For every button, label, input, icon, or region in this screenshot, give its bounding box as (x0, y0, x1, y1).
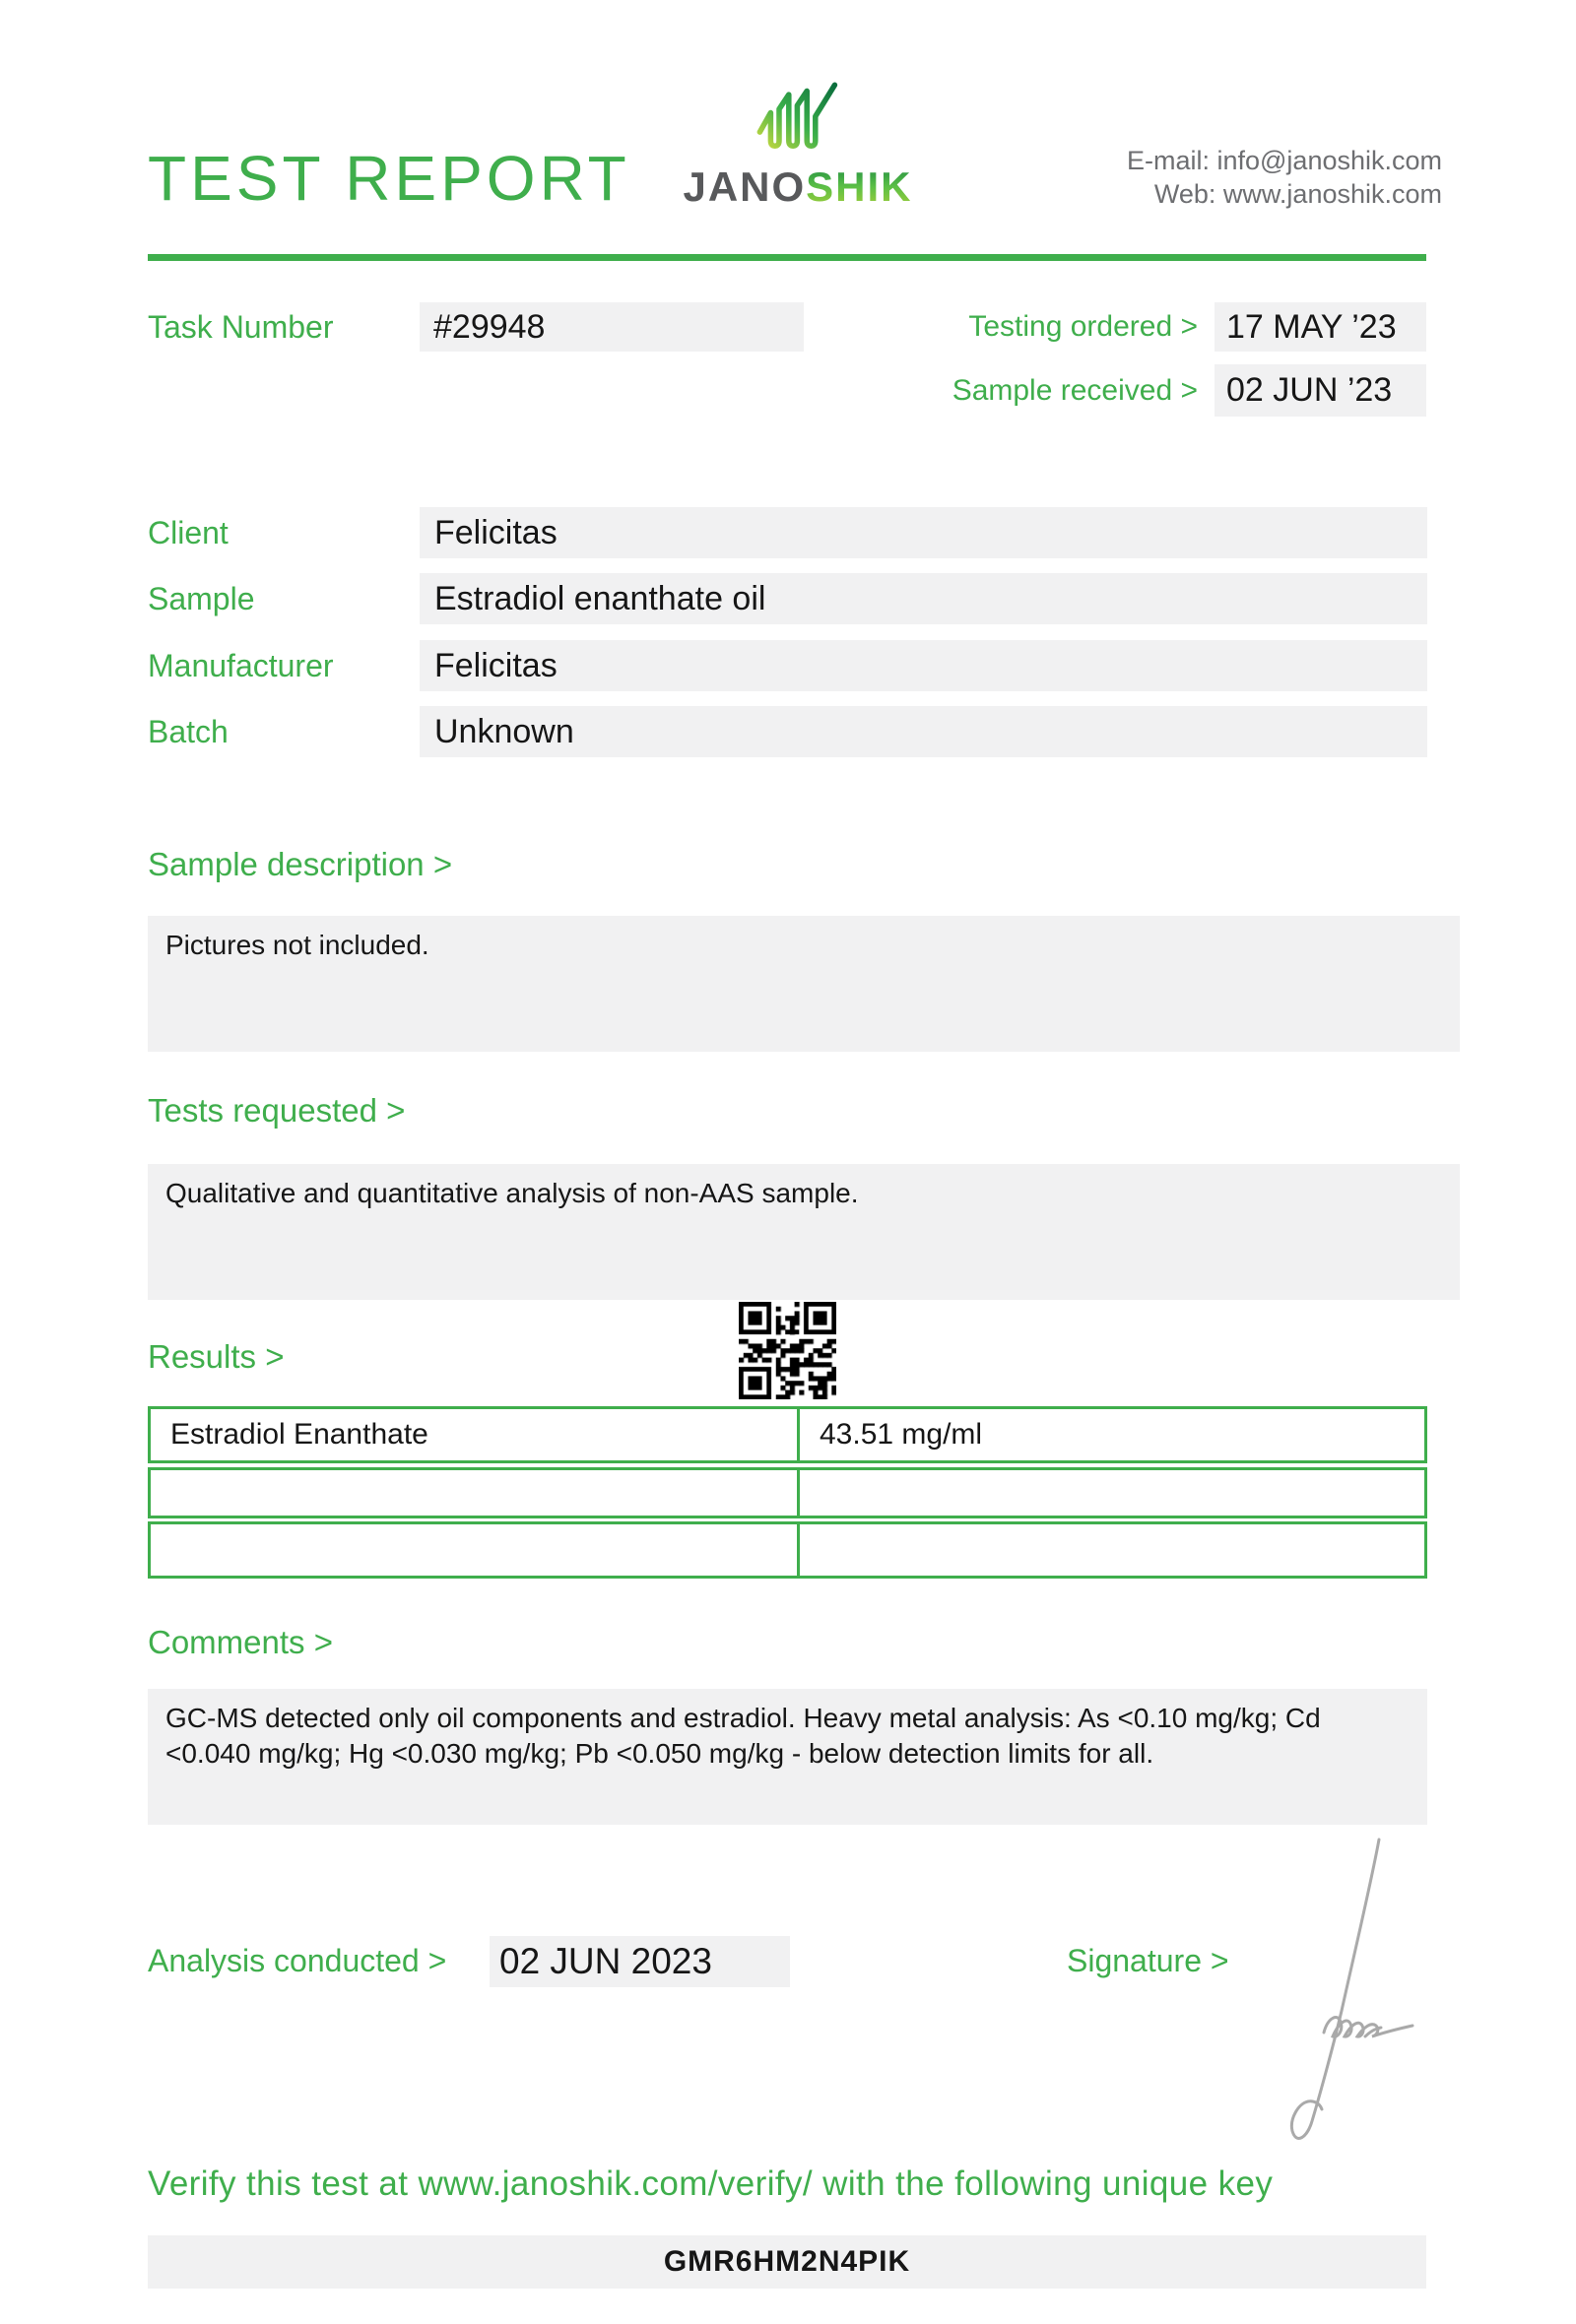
contact-email-line (1127, 144, 1442, 177)
results-table-row (148, 1521, 1427, 1579)
logo-wordmark (678, 163, 918, 210)
result-value-cell (800, 1470, 1424, 1516)
batch-value: Unknown (420, 706, 1427, 757)
signature-label: Signature > (1067, 1943, 1229, 1978)
sample-value: Estradiol enanthate oil (420, 573, 1427, 624)
result-substance-cell: Estradiol Enanthate (151, 1409, 800, 1460)
batch-label: Batch (148, 714, 229, 749)
results-table-row (148, 1467, 1427, 1518)
result-substance-cell (151, 1470, 800, 1516)
sample-received-label: Sample received > (952, 374, 1198, 407)
client-label: Client (148, 515, 229, 550)
sample-received-value: 02 JUN ’23 (1215, 364, 1426, 417)
email-label: E-mail: (1126, 146, 1210, 175)
client-value: Felicitas (420, 507, 1427, 558)
sample-description-text: Pictures not included. (165, 930, 429, 960)
page-title: TEST REPORT (148, 143, 630, 214)
analysis-conducted-value: 02 JUN 2023 (490, 1936, 790, 1987)
web-label: Web: (1153, 179, 1216, 209)
comments-box (148, 1689, 1427, 1825)
logo (678, 79, 918, 208)
contact-web-line (1127, 177, 1442, 211)
result-substance-cell (151, 1524, 800, 1576)
manufacturer-value: Felicitas (420, 640, 1427, 691)
tests-requested-box (148, 1164, 1460, 1300)
verify-key: GMR6HM2N4PIK (148, 2235, 1426, 2289)
result-value-cell (800, 1524, 1424, 1576)
growth-chart-icon (753, 79, 843, 158)
sample-description-box (148, 916, 1460, 1052)
task-number-value: #29948 (420, 302, 804, 352)
contact-info (1127, 144, 1442, 211)
logo-text-gray: JANO (683, 163, 807, 210)
tests-requested-heading: Tests requested > (148, 1092, 406, 1129)
logo-text-green: SHIK (806, 163, 913, 210)
results-table-row (148, 1406, 1427, 1463)
sample-label: Sample (148, 581, 255, 616)
sample-description-heading: Sample description > (148, 846, 453, 882)
result-value-cell: 43.51 mg/ml (820, 1418, 983, 1451)
analysis-conducted-label: Analysis conducted > (148, 1943, 447, 1978)
email-value: info@janoshik.com (1216, 146, 1442, 175)
handwritten-signature (1267, 1828, 1428, 2145)
testing-ordered-label: Testing ordered > (968, 310, 1198, 343)
testing-ordered-value: 17 MAY ’23 (1215, 302, 1426, 352)
tests-requested-text: Qualitative and quantitative analysis of non-AAS sample. (165, 1178, 859, 1208)
verify-instruction: Verify this test at www.janoshik.com/verify/ with the following unique key (148, 2164, 1274, 2203)
header-divider (148, 254, 1426, 261)
comments-heading: Comments > (148, 1624, 333, 1660)
comments-text: GC-MS detected only oil components and estradiol. Heavy metal analysis: As <0.10 mg/kg; Cd <0.040 mg/kg; Hg <0.030 mg/kg; Pb <0.050 mg/kg - below detection limits for all. (165, 1703, 1321, 1770)
qr-code (739, 1302, 836, 1399)
task-number-label: Task Number (148, 309, 334, 345)
manufacturer-label: Manufacturer (148, 648, 334, 683)
web-value: www.janoshik.com (1222, 179, 1442, 209)
results-heading: Results > (148, 1338, 285, 1375)
